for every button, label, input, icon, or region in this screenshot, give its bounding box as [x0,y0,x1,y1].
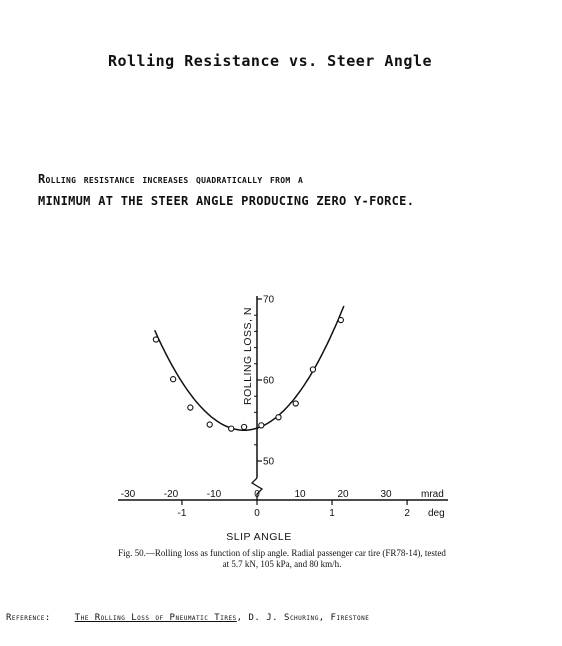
x-tick-label-mrad: 10 [294,489,306,500]
figure-caption [42,548,522,570]
reference-line [6,613,562,623]
data-point [229,426,234,431]
x-units-mrad: mrad [421,489,444,500]
data-point [276,415,281,420]
x-ticks [121,489,411,519]
x-units-deg: deg [428,508,445,519]
caption-line-1: Fig. 50.—Rolling loss as function of slip angle. Radial passenger car tire (FR78-14), tested [118,548,446,558]
axes [118,296,448,500]
x-tick-label-mrad: -10 [206,489,222,500]
x-tick-label-mrad: 20 [337,489,349,500]
page-title: Rolling Resistance vs. Steer Angle [107,52,433,70]
x-tick-label-deg: 0 [254,508,260,519]
x-tick-label-deg: -1 [177,508,187,519]
caption-line-2: at 5.7 kN, 105 kPa, and 80 km/h. [222,559,342,569]
reference-rest: , D. J. Schuring, Firestone [236,613,370,623]
data-point [207,422,212,427]
x-tick-label-mrad: -20 [163,489,179,500]
data-point [338,317,343,322]
subtitle-line-1: Rolling resistance increases quadratically from a [38,172,304,186]
reference-source: The Rolling Loss of Pneumatic Tires [74,613,237,623]
data-point [171,377,176,382]
x-tick-label-deg: 2 [404,508,410,519]
data-point [188,405,193,410]
y-tick-label: 60 [263,375,275,387]
x-tick-label-mrad: 0 [254,489,260,500]
data-point [153,337,158,342]
data-point [310,367,315,372]
y-tick-label: 70 [263,294,275,306]
x-axis-label: SLIP ANGLE [226,531,292,543]
data-point [242,424,247,429]
reference-label: Reference: [6,613,51,623]
subtitle-line-2: MINIMUM AT THE STEER ANGLE PRODUCING ZERO Y-FORCE. [38,194,415,208]
y-tick-label: 50 [263,456,275,468]
x-tick-label-mrad: 30 [380,489,392,500]
y-axis-label: ROLLING LOSS, N [242,307,254,405]
data-point [259,423,264,428]
data-point [293,401,298,406]
x-tick-label-deg: 1 [329,508,335,519]
x-tick-label-mrad: -30 [120,489,136,500]
